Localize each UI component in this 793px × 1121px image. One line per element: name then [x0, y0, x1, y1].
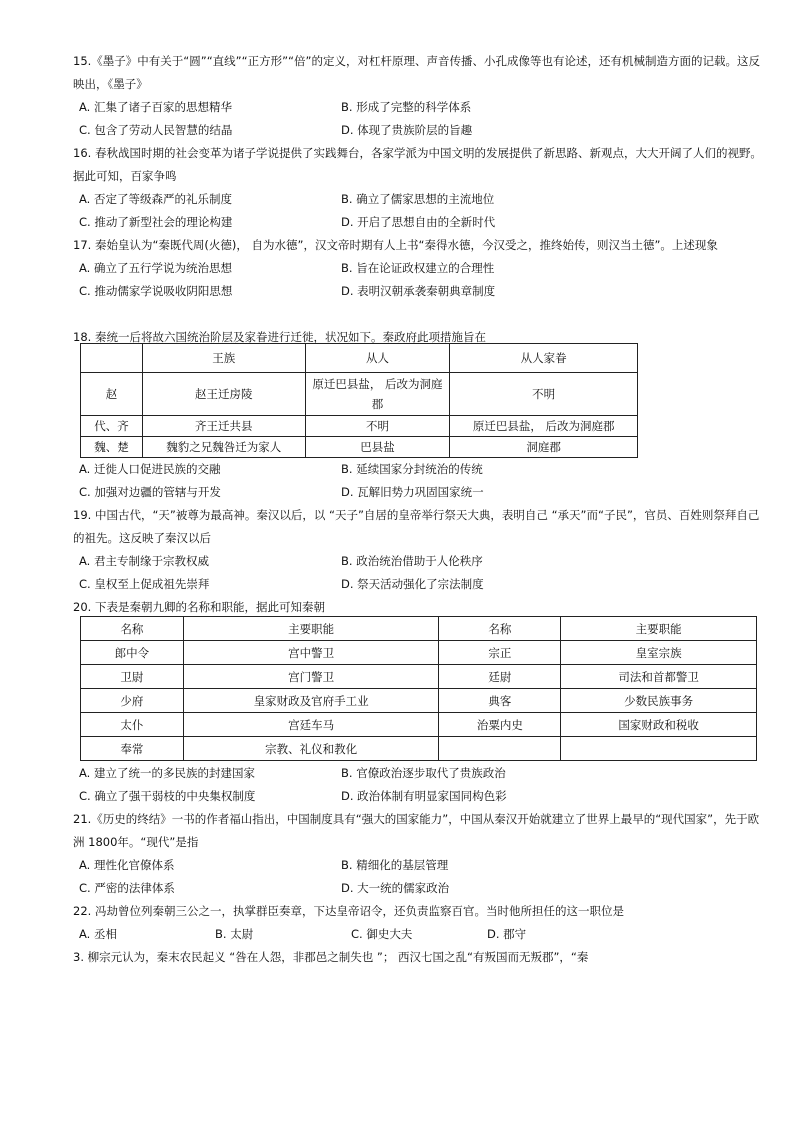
table-cell: 代、齐: [81, 416, 143, 437]
question-22: [73, 900, 763, 946]
option-d: D. 大一统的儒家政治: [341, 881, 450, 895]
table-row: [81, 689, 757, 713]
option-a: A. 迁徙人口促进民族的交融: [79, 462, 221, 476]
question-20-options: [73, 762, 763, 808]
table-row: [81, 641, 757, 665]
table-cell: 巴县盐: [305, 437, 450, 458]
table-cell: 典客: [439, 689, 561, 713]
question-stem: 20. 下表是秦朝九卿的名称和职能，据此可知秦朝: [73, 600, 325, 614]
question-19: [73, 504, 763, 596]
options: [73, 923, 763, 946]
table-cell: 赵: [81, 373, 143, 416]
table-cell: 皇家财政及官府手工业: [183, 689, 439, 713]
table-cell: 少数民族事务: [561, 689, 757, 713]
option-d: D. 祭天活动强化了宗法制度: [341, 577, 484, 591]
table-header-row: [81, 344, 638, 373]
question-stem: 22. 冯劫曾位列秦朝三公之一，执掌群臣奏章，下达皇帝诏令，还负责监察百官。当时他所担任的这一职位是: [73, 904, 624, 918]
table-cell: [439, 737, 561, 761]
table-cell: 宫廷车马: [183, 713, 439, 737]
table-cell: 治粟内史: [439, 713, 561, 737]
option-a: A. 建立了统一的多民族的封建国家: [79, 766, 255, 780]
options: [73, 458, 763, 504]
table-cell: 洞庭郡: [450, 437, 638, 458]
table-header-cell: 名称: [439, 617, 561, 641]
table-cell: 宗正: [439, 641, 561, 665]
question-stem: 17. 秦始皇认为“秦既代周(火德)， 自为水德”，汉文帝时期有人上书“秦得水德，今汉受之，推终始传，则汉当土德”。上述现象: [73, 238, 718, 252]
ministers-table: [80, 616, 757, 761]
question-23: [73, 946, 763, 969]
table-cell: 皇室宗族: [561, 641, 757, 665]
table-header-cell: 从人: [305, 344, 450, 373]
table-cell: 原迁巴县盐， 后改为洞庭郡: [450, 416, 638, 437]
question-17: [73, 234, 763, 303]
table-row: [81, 373, 638, 416]
table-cell: 司法和首都警卫: [561, 665, 757, 689]
table-header-cell: 主要职能: [183, 617, 439, 641]
options: [73, 188, 763, 234]
option-b: B. 旨在论证政权建立的合理性: [341, 261, 495, 275]
option-a: A. 否定了等级森严的礼乐制度: [79, 192, 232, 206]
table-cell: 原迁巴县盐， 后改为洞庭郡: [305, 373, 450, 416]
table-cell: 卫尉: [81, 665, 184, 689]
question-21: [73, 808, 763, 900]
option-c: C. 确立了强干弱枝的中央集权制度: [79, 789, 256, 803]
table-header-cell: [81, 344, 143, 373]
table-header-cell: 从人家眷: [450, 344, 638, 373]
option-c: C. 推动了新型社会的理论构建: [79, 215, 233, 229]
option-b: B. 太尉: [215, 927, 254, 941]
table-cell: 少府: [81, 689, 184, 713]
table-cell: 不明: [305, 416, 450, 437]
option-d: D. 体现了贵族阶层的旨趣: [341, 123, 473, 137]
table-cell: 宫中警卫: [183, 641, 439, 665]
option-c: C. 皇权至上促成祖先崇拜: [79, 577, 210, 591]
option-d: D. 表明汉朝承袭秦朝典章制度: [341, 284, 496, 298]
table-row: [81, 665, 757, 689]
table-row: [81, 713, 757, 737]
options: [73, 96, 763, 142]
question-16: [73, 142, 763, 234]
option-a: A. 丞相: [79, 927, 117, 941]
option-d: D. 瓦解旧势力巩固国家统一: [341, 485, 484, 499]
table-row: [81, 416, 638, 437]
table-cell: 魏豹之兄魏咎迁为家人: [142, 437, 305, 458]
option-c: C. 御史大夫: [351, 927, 413, 941]
options: [73, 550, 763, 596]
table-cell: [561, 737, 757, 761]
option-d: D. 郡守: [487, 927, 527, 941]
table-header-cell: 主要职能: [561, 617, 757, 641]
table-cell: 廷尉: [439, 665, 561, 689]
option-a: A. 理性化官僚体系: [79, 858, 175, 872]
option-b: B. 形成了完整的科学体系: [341, 100, 472, 114]
table-cell: 宗教、礼仪和教化: [183, 737, 439, 761]
table-cell: 赵王迁房陵: [142, 373, 305, 416]
option-b: B. 精细化的基层管理: [341, 858, 449, 872]
table-row: [81, 737, 757, 761]
question-stem: 15.《墨子》中有关于“圆”“直线”“正方形”“倍”的定义，对杠杆原理、声音传播、小孔成像等也有论述，还有机械制造方面的记载。这反映出，《墨子》: [73, 54, 760, 91]
table-cell: 郎中令: [81, 641, 184, 665]
table-row: [81, 437, 638, 458]
option-c: C. 加强对边疆的管辖与开发: [79, 485, 221, 499]
option-b: B. 确立了儒家思想的主流地位: [341, 192, 495, 206]
question-15: [73, 50, 763, 142]
question-stem: 21.《历史的终结》一书的作者福山指出，中国制度具有“强大的国家能力”，中国从秦汉开始就建立了世界上最早的“现代国家”，先于欧洲 1800年。“现代”是指: [73, 812, 760, 849]
question-stem: 19. 中国古代，“天”被尊为最高神。秦汉以后，以 “天子”自居的皇帝举行祭天大典，表明自己 “承天”而“子民”，官员、百姓则祭拜自己的祖先。这反映了秦汉以后: [73, 508, 760, 545]
option-a: A. 汇集了诸子百家的思想精华: [79, 100, 232, 114]
table-cell: 魏、楚: [81, 437, 143, 458]
question-18-options: [73, 458, 763, 504]
option-a: A. 确立了五行学说为统治思想: [79, 261, 232, 275]
option-b: B. 延续国家分封统治的传统: [341, 462, 483, 476]
option-d: D. 政治体制有明显家国同构色彩: [341, 789, 507, 803]
table-cell: 太仆: [81, 713, 184, 737]
question-stem: 18. 秦统一后将故六国统治阶层及家眷进行迁徙，状况如下。秦政府此项措施旨在: [73, 330, 486, 344]
option-b: B. 官僚政治逐步取代了贵族政治: [341, 766, 506, 780]
table-header-cell: 名称: [81, 617, 184, 641]
options: [73, 762, 763, 808]
options: [73, 854, 763, 900]
table-cell: 国家财政和税收: [561, 713, 757, 737]
table-header-row: [81, 617, 757, 641]
table-cell: 不明: [450, 373, 638, 416]
option-b: B. 政治统治借助于人伦秩序: [341, 554, 483, 568]
option-d: D. 开启了思想自由的全新时代: [341, 215, 496, 229]
table-cell: 奉常: [81, 737, 184, 761]
question-stem: 16. 春秋战国时期的社会变革为诸子学说提供了实践舞台，各家学派为中国文明的发展提供了新思路、新观点，大大开阔了人们的视野。据此可知，百家争鸣: [73, 146, 762, 183]
options: [73, 257, 763, 303]
question-stem: 3. 柳宗元认为，秦末农民起义 “咎在人怨，非郡邑之制失也 ”； 西汉七国之乱“有叛国而无叛郡”，“秦: [73, 950, 589, 964]
relocation-table: [80, 343, 638, 458]
option-c: C. 推动儒家学说吸收阴阳思想: [79, 284, 233, 298]
option-a: A. 君主专制缘于宗教权威: [79, 554, 209, 568]
table-header-cell: 王族: [142, 344, 305, 373]
table-cell: 齐王迁共县: [142, 416, 305, 437]
option-c: C. 严密的法律体系: [79, 881, 175, 895]
option-c: C. 包含了劳动人民智慧的结晶: [79, 123, 233, 137]
table-cell: 宫门警卫: [183, 665, 439, 689]
